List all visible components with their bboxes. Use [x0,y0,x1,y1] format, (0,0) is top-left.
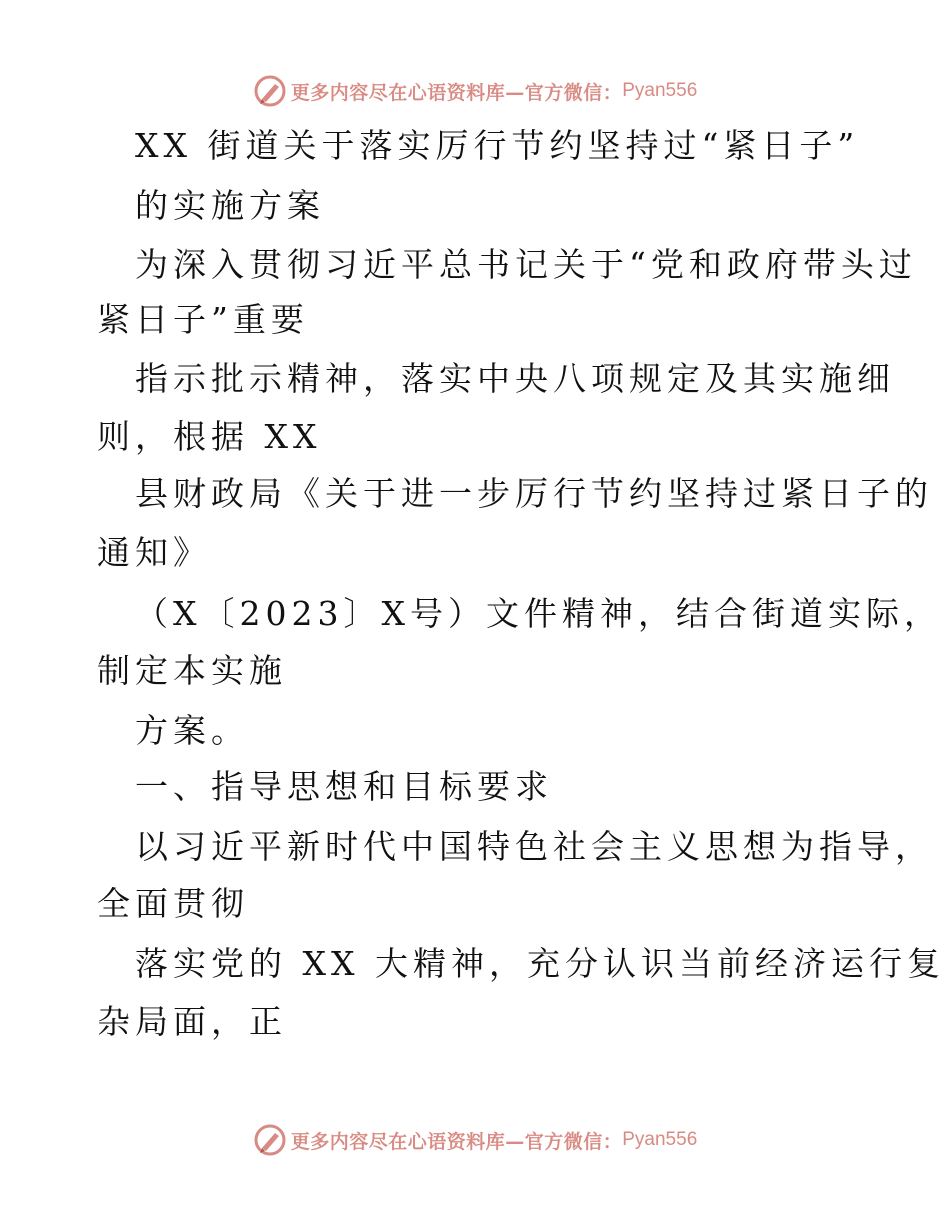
watermark-text: 更多内容尽在心语资料库—官方微信： [290,1130,623,1153]
doc-line: 指示批示精神，落实中央八项规定及其实施细 [135,359,895,398]
doc-line: 县财政局《关于进一步厉行节约坚持过紧日子的 [135,474,933,513]
doc-line: （X〔2023〕X号）文件精神，结合街道实际， [135,594,942,633]
doc-line: 紧日子”重要 [97,300,309,339]
doc-title-line-1: XX 街道关于落实厉行节约坚持过“紧日子” [135,126,860,165]
doc-line: 以习近平新时代中国特色社会主义思想为指导， [135,827,933,866]
doc-line: 落实党的 XX 大精神，充分认识当前经济运行复 [135,944,945,983]
doc-line: 通知》 [97,533,211,572]
watermark-handle: Pyan556 [622,1129,698,1150]
doc-line: 则，根据 XX [97,417,322,456]
section-heading: 一、指导思想和目标要求 [135,767,553,806]
doc-line: 方案。 [135,711,249,750]
doc-line: 杂局面，正 [97,1002,287,1041]
doc-title-line-2: 的实施方案 [135,186,325,225]
pen-logo-icon [253,74,287,108]
header-watermark [0,69,950,113]
doc-line: 全面贯彻 [97,884,249,923]
doc-line: 为深入贯彻习近平总书记关于“党和政府带头过 [135,245,917,284]
watermark-handle: Pyan556 [622,80,698,101]
doc-line: 制定本实施 [97,651,287,690]
watermark-text: 更多内容尽在心语资料库—官方微信： [290,81,623,104]
pen-logo-icon [253,1123,287,1157]
footer-watermark [0,1118,950,1162]
